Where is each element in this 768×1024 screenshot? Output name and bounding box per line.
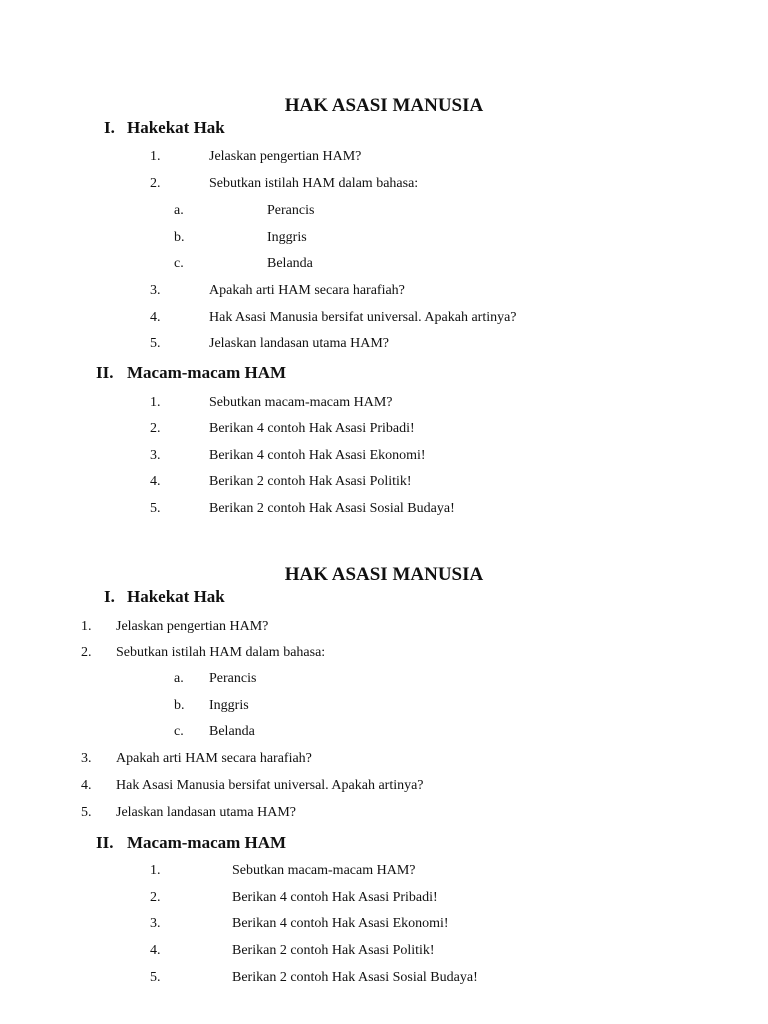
- list-number: 2.: [150, 421, 161, 436]
- list-item: Berikan 4 contoh Hak Asasi Ekonomi!: [232, 916, 449, 931]
- list-item: Apakah arti HAM secara harafiah?: [116, 751, 312, 766]
- list-number: 5.: [150, 501, 161, 516]
- list-number: 5.: [150, 336, 161, 351]
- sublist-item: Belanda: [209, 724, 255, 739]
- list-item: Hak Asasi Manusia bersifat universal. Apakah artinya?: [209, 310, 517, 325]
- list-number: 3.: [150, 916, 161, 931]
- list-item: Sebutkan macam-macam HAM?: [232, 863, 416, 878]
- list-item: Berikan 2 contoh Hak Asasi Sosial Budaya!: [209, 501, 455, 516]
- page-title: HAK ASASI MANUSIA: [284, 564, 484, 585]
- sublist-letter: b.: [174, 230, 185, 245]
- sublist-item: Perancis: [209, 671, 257, 686]
- list-item: Jelaskan landasan utama HAM?: [116, 805, 296, 820]
- list-number: 4.: [150, 943, 161, 958]
- section-numeral: I.: [104, 118, 115, 137]
- list-number: 2.: [81, 645, 92, 660]
- list-number: 4.: [150, 310, 161, 325]
- list-number: 3.: [81, 751, 92, 766]
- list-item: Berikan 2 contoh Hak Asasi Politik!: [209, 474, 412, 489]
- list-number: 1.: [81, 619, 92, 634]
- list-item: Jelaskan pengertian HAM?: [209, 149, 362, 164]
- list-number: 5.: [81, 805, 92, 820]
- list-item: Berikan 4 contoh Hak Asasi Ekonomi!: [209, 448, 426, 463]
- sublist-letter: a.: [174, 671, 184, 686]
- section-numeral: I.: [104, 587, 115, 606]
- list-item: Apakah arti HAM secara harafiah?: [209, 283, 405, 298]
- sublist-letter: a.: [174, 203, 184, 218]
- list-item: Berikan 4 contoh Hak Asasi Pribadi!: [232, 890, 438, 905]
- sublist-item: Perancis: [267, 203, 315, 218]
- list-number: 1.: [150, 395, 161, 410]
- list-number: 1.: [150, 149, 161, 164]
- list-item: Sebutkan istilah HAM dalam bahasa:: [116, 645, 326, 660]
- sublist-item: Inggris: [267, 230, 307, 245]
- list-number: 3.: [150, 448, 161, 463]
- section-heading: Macam-macam HAM: [127, 833, 287, 852]
- list-number: 4.: [81, 778, 92, 793]
- list-number: 2.: [150, 890, 161, 905]
- list-number: 2.: [150, 176, 161, 191]
- sublist-letter: b.: [174, 698, 185, 713]
- list-item: Jelaskan pengertian HAM?: [116, 619, 269, 634]
- section-heading: Hakekat Hak: [127, 587, 225, 606]
- list-number: 3.: [150, 283, 161, 298]
- section-heading: Macam-macam HAM: [127, 363, 287, 382]
- sublist-item: Belanda: [267, 256, 313, 271]
- list-number: 4.: [150, 474, 161, 489]
- list-number: 5.: [150, 970, 161, 985]
- sublist-item: Inggris: [209, 698, 249, 713]
- list-item: Berikan 2 contoh Hak Asasi Politik!: [232, 943, 435, 958]
- section-numeral: II.: [96, 833, 114, 852]
- sublist-letter: c.: [174, 256, 184, 271]
- list-item: Sebutkan macam-macam HAM?: [209, 395, 393, 410]
- list-item: Berikan 4 contoh Hak Asasi Pribadi!: [209, 421, 415, 436]
- page-title: HAK ASASI MANUSIA: [284, 95, 484, 116]
- list-item: Hak Asasi Manusia bersifat universal. Apakah artinya?: [116, 778, 424, 793]
- list-item: Sebutkan istilah HAM dalam bahasa:: [209, 176, 419, 191]
- list-item: Jelaskan landasan utama HAM?: [209, 336, 389, 351]
- section-heading: Hakekat Hak: [127, 118, 225, 137]
- sublist-letter: c.: [174, 724, 184, 739]
- list-number: 1.: [150, 863, 161, 878]
- section-numeral: II.: [96, 363, 114, 382]
- list-item: Berikan 2 contoh Hak Asasi Sosial Budaya!: [232, 970, 478, 985]
